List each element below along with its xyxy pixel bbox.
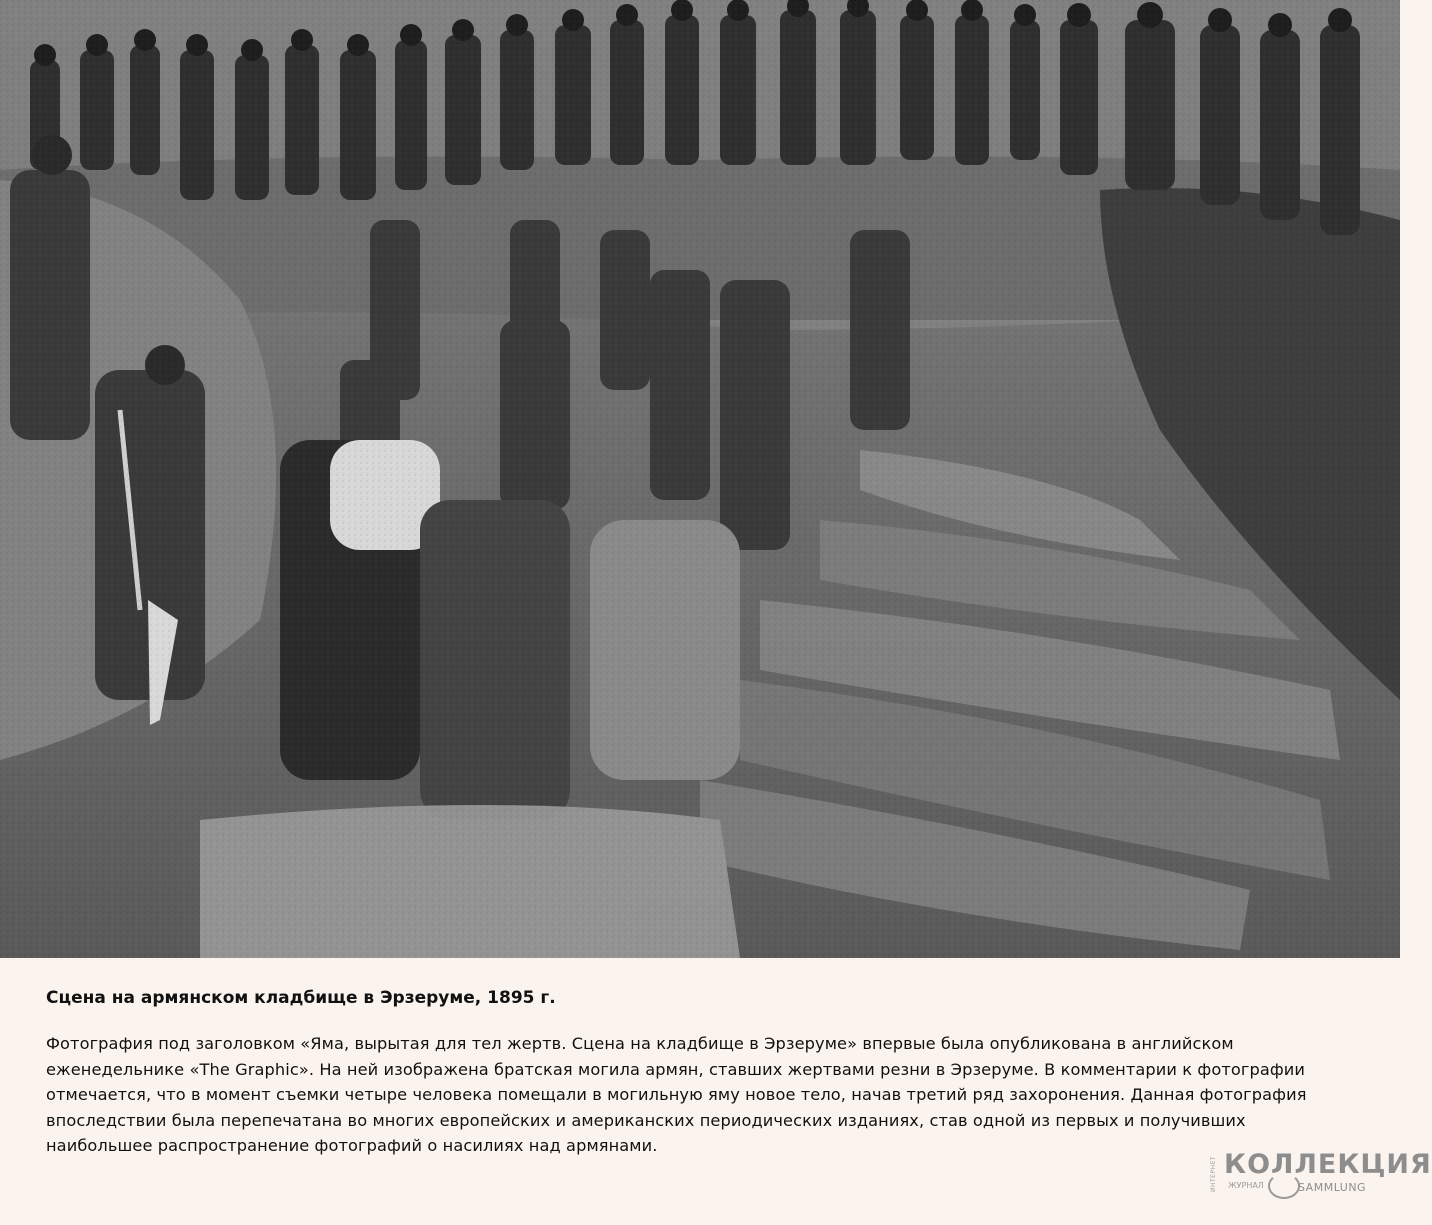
- logo-side-text: ИНТЕРНЕТ: [1210, 1155, 1217, 1193]
- caption: [46, 984, 1346, 1159]
- logo-small-text: ЖУРНАЛ: [1228, 1181, 1264, 1190]
- logo-sub-text: SAMMLUNG: [1298, 1181, 1367, 1194]
- caption-body: Фотография под заголовком «Яма, вырытая для тел жертв. Сцена на кладбище в Эрзеруме» впервые была опубликована в английском еженедельнике «The Graphic». На ней изображена братская могила армян, ставших жертвами резни в Эрзеруме. В комментарии к фотографии отмечается, что в момент съемки четыре человека помещали в могильную яму новое тело, начав третий ряд захоронения. Данная фотография впоследствии была перепечатана во многих европейских и американских периодических изданиях, став одной из первых и получивших наибольшее распространение фотографий о насилиях над армянами.: [46, 1034, 1307, 1155]
- caption-title: Сцена на армянском кладбище в Эрзеруме, 1895 г.: [46, 988, 556, 1008]
- logo-main-text: КОЛЛЕКЦИЯ: [1224, 1149, 1432, 1180]
- logo-swoosh-icon: [1268, 1173, 1300, 1199]
- kollektsiya-logo: [1210, 1149, 1432, 1197]
